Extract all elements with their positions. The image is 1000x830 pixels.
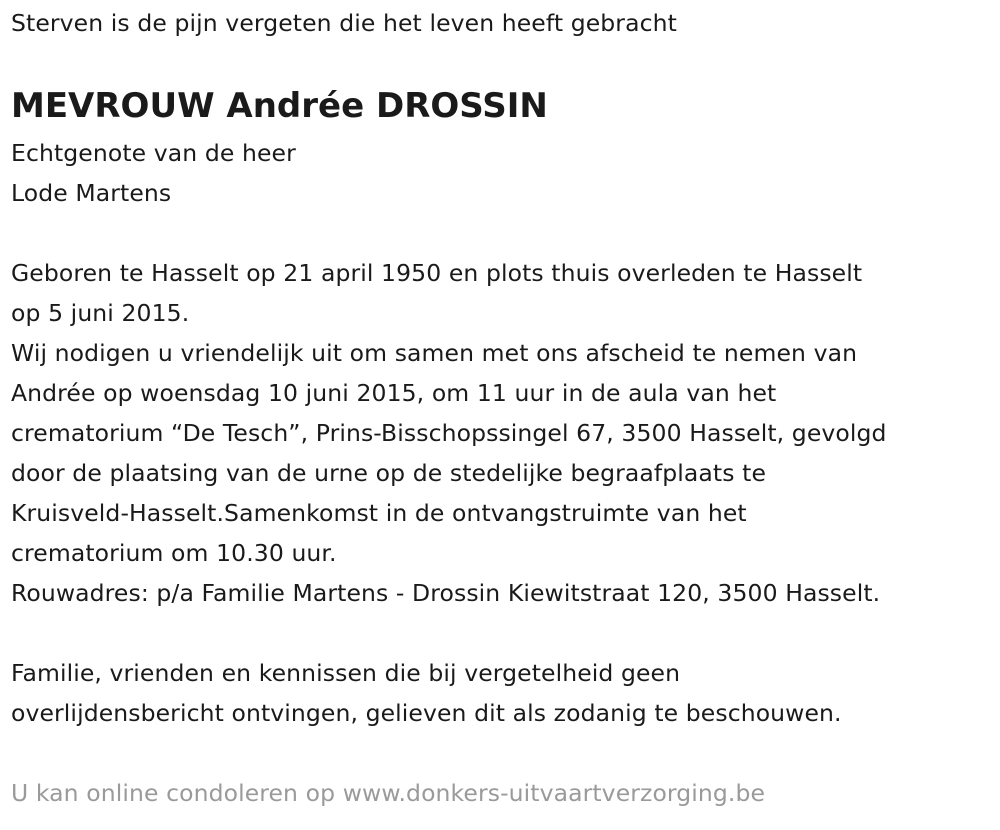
body-line-7: Kruisveld-Hasselt.Samenkomst in de ontvangstruimte van het: [11, 499, 747, 527]
body-line-4: Andrée op woensdag 10 juni 2015, om 11 uur in de aula van het: [11, 379, 777, 407]
relation-line-2: Lode Martens: [11, 179, 172, 207]
body-line-6: door de plaatsing van de urne op de stedelijke begraafplaats te: [11, 459, 767, 487]
online-condolence-note: U kan online condoleren op www.donkers-uitvaartverzorging.be: [11, 779, 766, 807]
relation-line-1: Echtgenote van de heer: [11, 139, 296, 167]
closing-line-2: overlijdensbericht ontvingen, gelieven dit als zodanig te beschouwen.: [11, 699, 842, 727]
body-line-8: crematorium om 10.30 uur.: [11, 539, 337, 567]
body-line-1: Geboren te Hasselt op 21 april 1950 en plots thuis overleden te Hasselt: [11, 259, 863, 287]
body-line-3: Wij nodigen u vriendelijk uit om samen met ons afscheid te nemen van: [11, 339, 858, 367]
body-line-2: op 5 juni 2015.: [11, 299, 190, 327]
motto: Sterven is de pijn vergeten die het leven heeft gebracht: [11, 9, 677, 37]
closing-line-1: Familie, vrienden en kennissen die bij vergetelheid geen: [11, 659, 681, 687]
body-line-5: crematorium “De Tesch”, Prins-Bisschopssingel 67, 3500 Hasselt, gevolgd: [11, 419, 887, 447]
deceased-name: MEVROUW Andrée DROSSIN: [11, 86, 548, 126]
mourning-address: Rouwadres: p/a Familie Martens - Drossin Kiewitstraat 120, 3500 Hasselt.: [11, 579, 881, 607]
